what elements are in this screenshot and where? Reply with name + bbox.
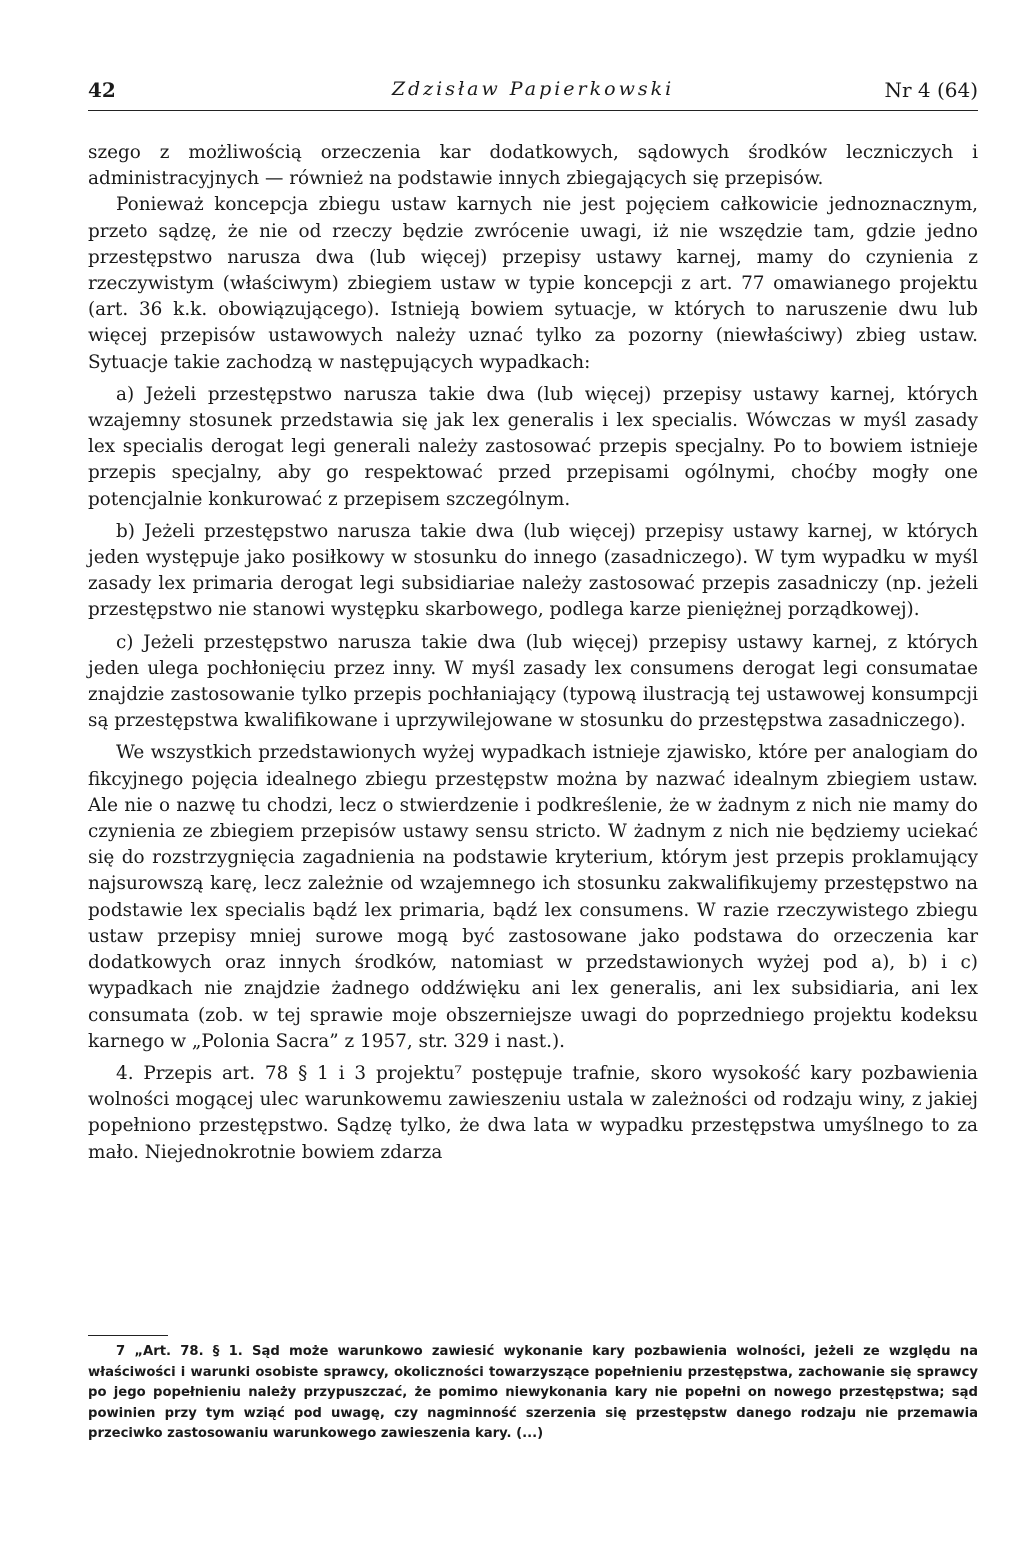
footnote-divider (88, 1335, 168, 1336)
running-head-author: Zdzisław Papierkowski (391, 78, 675, 100)
paragraph-case-c: c) Jeżeli przestępstwo narusza takie dwa (lub więcej) przepisy ustawy karnej, z których jeden ulega pochłonięciu przez inny. W myśl zasady lex consumens derogat legi consumatae znajdzie zastosowanie tylko przepis pochłaniający (typową ilustracją tej ustawowej konsumpcji są przestępstwa kwalifikowane i uprzywilejowane w stosunku do przestępstwa zasadniczego). (88, 631, 978, 732)
footnote (88, 1342, 978, 1445)
running-header (88, 78, 978, 111)
page-number: 42 (88, 78, 116, 102)
body-text (88, 140, 978, 1166)
footnote-text: 7 „Art. 78. § 1. Sąd może warunkowo zawiesić wykonanie kary pozbawienia wolności, jeżeli ze względu na właściwości i warunki osobiste sprawcy, okoliczności towarzyszące popełnieniu przestępstwa, zachowanie się sprawcy po jego popełnieniu należy przypuszczać, że pomimo niewykonania kary nie popełni on nowego przestępstwa; sąd powinien przy tym wziąć pod uwagę, czy nagminność szerzenia się przestępstw danego rodzaju nie przemawia przeciwko zastosowaniu warunkowego zawieszenia kary. (...) (88, 1344, 978, 1441)
paragraph-case-b: b) Jeżeli przestępstwo narusza takie dwa (lub więcej) przepisy ustawy karnej, w których jeden występuje jako posiłkowy w stosunku do innego (zasadniczego). W tym wypadku w myśl zasady lex primaria derogat legi subsidiariae należy zastosować przepis zasadniczy (np. jeżeli przestępstwo nie stanowi występku skarbowego, podlega karze pieniężnej porządkowej). (88, 520, 978, 621)
paragraph-ideal-concurrence: We wszystkich przedstawionych wyżej wypadkach istnieje zjawisko, które per analogiam do fikcyjnego pojęcia idealnego zbiegu przestępstw można by nazwać idealnym zbiegiem ustaw. Ale nie o nazwę tu chodzi, lecz o stwierdzenie i podkreślenie, że w żadnym z nich nie mamy do czynienia ze zbiegiem przepisów ustawy sensu stricto. W żadnym z nich nie będziemy uciekać się do rozstrzygnięcia zagadnienia na podstawie kryterium, którym jest przepis proklamujący najsurowszą karę, lecz zależnie od wzajemnego ich stosunku zakwalifikujemy przestępstwo na podstawie lex specialis bądź lex primaria, bądź lex consumens. W razie rzeczywistego zbiegu ustaw przepisy mniej surowe mogą być zastosowane jako podstawa do orzeczenia kar dodatkowych oraz innych środków, natomiast w przedstawionych wyżej pod a), b) i c) wypadkach nie znajdzie żadnego oddźwięku ani lex generalis, ani lex subsidiaria, ani lex consumata (zob. w tej sprawie moje obszerniejsze uwagi do poprzedniego projektu kodeksu karnego w „Polonia Sacra” z 1957, str. 329 i nast.). (88, 742, 978, 1052)
paragraph-continuation: szego z możliwością orzeczenia kar dodatkowych, sądowych środków leczniczych i administracyjnych — również na podstawie innych zbiegających się przepisów. (88, 142, 978, 190)
paragraph-intro: Ponieważ koncepcja zbiegu ustaw karnych nie jest pojęciem całkowicie jednoznacznym, przeto sądzę, że nie od rzeczy będzie zwrócenie uwagi, iż nie wszędzie tam, gdzie jedno przestępstwo narusza dwa (lub więcej) przepisy ustawy karnej, mamy do czynienia z rzeczywistym (właściwym) zbiegiem ustaw w typie koncepcji z art. 77 omawianego projektu (art. 36 k.k. obowiązującego). Istnieją bowiem sytuacje, w których to naruszenie dwu lub więcej przepisów ustawowych należy uznać tylko za pozorny (niewłaściwy) zbieg ustaw. Sytuacje takie zachodzą w następujących wypadkach: (88, 194, 978, 373)
issue-number: Nr 4 (64) (884, 78, 978, 102)
paragraph-section-4: 4. Przepis art. 78 § 1 i 3 projektu⁷ postępuje trafnie, skoro wysokość kary pozbawienia wolności mogącej ulec warunkowemu zawieszeniu ustala w zależności od rodzaju winy, z jakiej popełniono przestępstwo. Sądzę tylko, że dwa lata w wypadku przestępstwa umyślnego to za mało. Niejednokrotnie bowiem zdarza (88, 1062, 978, 1163)
paragraph-case-a: a) Jeżeli przestępstwo narusza takie dwa (lub więcej) przepisy ustawy karnej, których wzajemny stosunek przedstawia się jak lex generalis i lex specialis. Wówczas w myśl zasady lex specialis derogat legi generali należy zastosować przepis specjalny. Po to bowiem istnieje przepis specjalny, aby go respektować przed przepisami ogólnymi, choćby mogły one potencjalnie konkurować z przepisem szczególnym. (88, 383, 978, 510)
